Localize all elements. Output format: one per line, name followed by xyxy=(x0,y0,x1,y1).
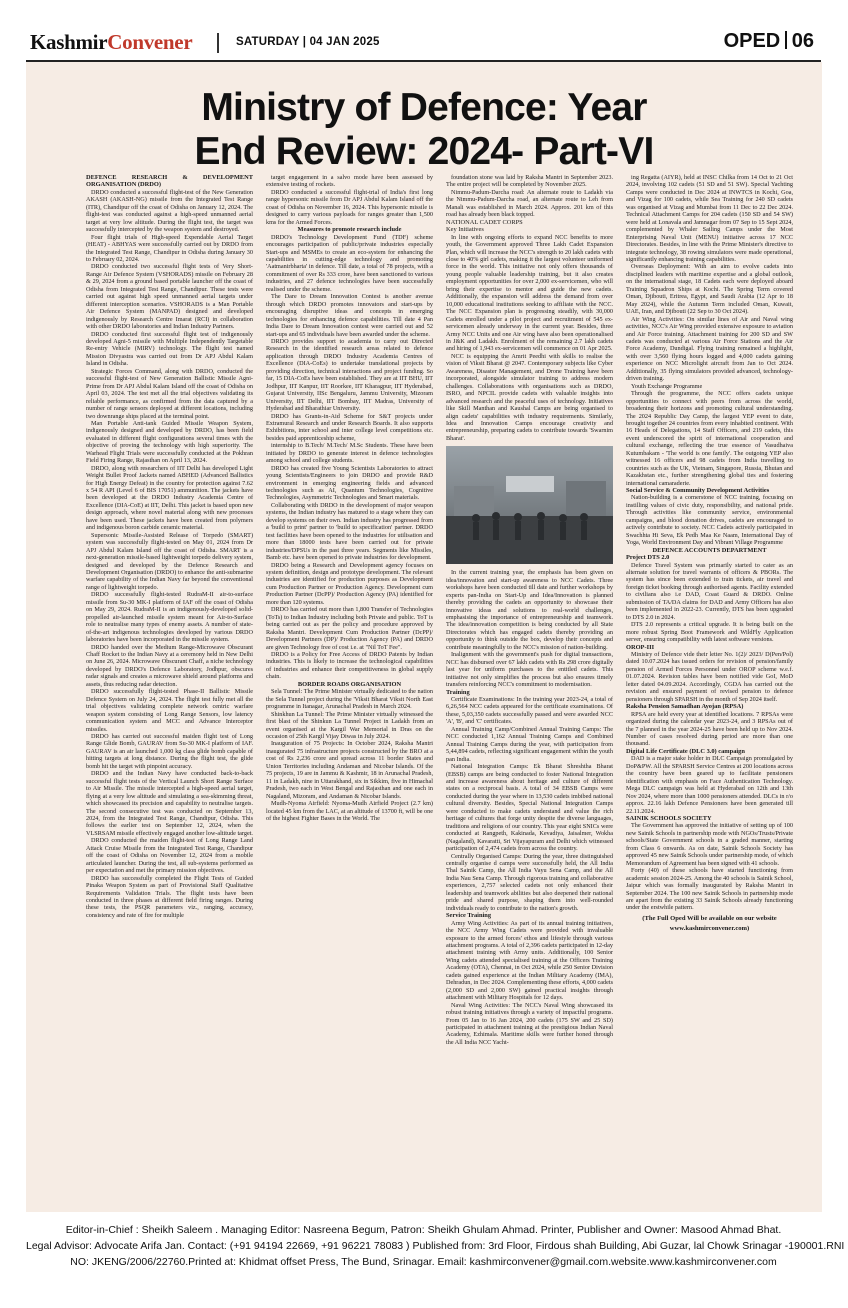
paragraph: Naval Wing Activities: The NCC's Naval Wing showcased its robust training initiatives through a variety of impactful programs. From 05 Jan to 16 Jan 2024, 200 cadets (175 SW and 25 SD) participated in attachment training at the prestigious Indian Naval Academy, Ezhimala. Maritime skills were further honed through the All India NCC Yacht- xyxy=(446,1001,613,1046)
paragraph: DTS 2.0 represents a critical upgrade. It is being built on the more robust Spring Boot Framework and WildFly Application server, ensuring compatibility with latest software versions. xyxy=(626,621,793,644)
paragraph-group xyxy=(446,234,613,443)
paragraph-group xyxy=(626,711,793,748)
section-divider xyxy=(785,31,787,49)
paragraph-group xyxy=(446,174,613,219)
paragraph: DRDO provides support to academia to carry out Directed Research in the identified research areas related to defence application through DRDO Industry Academia Centres of Excellence (DIA-CoEs) to undertake translational projects by providing direction, technical interactions and project funding. So far, 15 DIA-CoEs have been established. They are at IIT BHU, IIT Jodhpur, IIT Kanpur, IIT Roorkee, IIT Kharagpur, IIT Hyderabad, Gujarat University, IISc Bengaluru, Jammu University, Mizoram University, IIT Delhi, IIT Bombay, IIT Madras, University of Hyderabad and Bharathiar University. xyxy=(266,337,433,413)
paragraph: Overseas Deployment: With an aim to evolve cadets into disciplined leaders with maritime expertise and a global outlook, on the international stage, 18 Cadets each were deployed aboard Training Squadron Ships at Kochi. The Spring Term covered Oman, Djibouti, Eritrea, Egypt, and Saudi Arabia (12 Apr to 18 May 2024), while the Autumn Term included Oman, Kuwait, UAE, Iran, and Djibouti (22 Sep to 30 Oct 2024). xyxy=(626,263,793,316)
article xyxy=(26,62,822,1212)
section-heading: DEFENCE RESEARCH & DEVELOPMENT ORGANISATION (DRDO) xyxy=(86,174,253,189)
headline-line1: Ministry of Defence: Year xyxy=(201,86,647,129)
section-heading: SAINIK SCHOOLS SOCIETY xyxy=(626,814,712,822)
imprint-line1: Editor-in-Chief : Sheikh Saleem . Managing Editor: Nasreena Begum, Patron: Sheikh Ghulam Ahmad. Printer, Publisher and Owner: Masood Ahmad Bhat. xyxy=(65,1224,782,1236)
paragraph-group xyxy=(626,562,793,644)
subheading: OROP-III xyxy=(626,643,655,651)
section-heading: Measures to promote research include xyxy=(297,226,402,234)
paragraph: Mudh-Nyoma Airfield: Nyoma-Mudh Airfield Project (2.7 km) located 45 km from the LAC, at an altitude of 13700 ft, will be one of the highest Fighter Bases in the World. The xyxy=(266,800,433,822)
paragraph: Certificate Examinations: In the training year 2023-24, a total of 6,26,564 NCC cadets appeared for the certificate examinations. Of these, 5,03,350 cadets successfully passed and were awarded NCC 'A', 'B', and 'C' certificates. xyxy=(446,696,613,726)
paragraph: DRDO and the Indian Navy have conducted back-to-back successful flight tests of the Vertical Launch Short Range Surface to Air Missile. The missile intercepted a high-speed aerial target, flying at a very low altitude and simulating a sea-skimming threat, which showcased its precision and capability to neutralise targets. The second consecutive test was conducted on September 13, 2024, from the Integrated Test Range, Chandipur, Odisha. This follows the earlier test on September 12, 2024, when the VLSRSAM missile effectively engaged another low-altitude target. xyxy=(86,770,253,837)
brand-part2: Convener xyxy=(107,30,193,54)
paragraph: DRDO successfully flight-tested Phase-II Ballistic Missile Defence System on July 24, 2024. The flight test fully met all the trial objectives validating complete network centric warfare weapon system consisting of Long Range Sensors, low latency communication system and MCC and Advance Interceptor missiles. xyxy=(86,688,253,733)
paragraph: The Government has approved the initiative of setting up of 100 new Sainik Schools in partnership mode with NGOs/Trusts/Private schools/State Government schools in a graded manner, starting from Class 6 onwards. As on date, Sainik Schools Society has approved 45 new Sainik Schools under partnership mode, of which Memorandum of Agreement has been signed with 41 schools. xyxy=(626,822,793,867)
section-label xyxy=(724,30,814,53)
paragraph-group xyxy=(446,696,613,912)
paragraph-group xyxy=(626,755,793,815)
paragraph: In the current training year, the emphasis has been given on idea/innovation and start-up awareness to NCC Cadets. Three workshops have been conducted till date and further workshops by experts pan-India on Start-Up and Idea/Innovation is planned thereby providing the cadets an opportunity to showcase their innovative ideas and solutions to real-world challenges, emphasising the importance of entrepreneurship and teamwork. The idea/innovation competition is being conducted by all State Directorates which has engaged cadets thereby providing an opportunity to think outside the box, develop their concepts and contribute meaningfully to the NCC's mission of nation-building. xyxy=(446,569,613,651)
column-3 xyxy=(446,174,613,1204)
paragraph: Defence Travel System was primarily started to cater as an alternate solution for travel warrants of officers & PBORs. The system has since been extended to train tickets, air travel and foreign ticket booking through authorised agents. Facility extended to civilians also i.e DAD, Coast Guard & DRDO. Online submission of TA/DA claims for DAD and Army Officers has also been implemented in 2022-23. Currently, DTS has been upgraded to DTS 2.0 in 2024. xyxy=(626,561,793,621)
paragraph: foundation stone was laid by Raksha Mantri in September 2023. The entire project will be completed by November 2025. xyxy=(446,174,613,189)
paragraph-group xyxy=(626,822,793,911)
paragraph: Ministry of Defence vide their letter No. 1(2)/ 2023/ D(Pen/Pol) dated 10.07.2024 has issued orders for revision of pension/family pension of Armed Forces Personnel under OROP scheme w.e.f. 01.07.2024. Revision tables have been notified vide GoI, MoD letter dated 04.09.2024. Accordingly, CGDA has carried out the revision and ensured payment of revised pension to defence pensioners through SPARSH in the month of Sep 2024 itself. xyxy=(626,651,793,703)
paragraph: DRDO has successfully completed the Flight Tests of Guided Pinaka Weapon System as part of Provisional Staff Qualitative Requirements Validation Trials. The flight tests have been conducted in three phases at different field firing ranges. During these tests, the PSQR parameters viz., ranging, accuracy, consistency and rate of fire for multiple xyxy=(86,874,253,919)
paragraph: DRDO conducted a successful flight-test of the New Generation AKASH (AKASH-NG) missile from the Integrated Test Range (ITR), Chandipur off the coast of Odisha on January 12, 2024. The flight-test was conducted against a high-speed unmanned aerial target at very low altitude. During the flight test, the target was successfully intercepted by the weapon system and destroyed. xyxy=(86,188,253,234)
subheading: Project DTS 2.0 xyxy=(626,554,670,562)
masthead-divider xyxy=(217,33,219,53)
paragraph: DAD is a major stake holder in DLC Campaign promulgated by DoP&PW. All the SPARSH Service Centres at 200 locations across the country have been geared up to facilitate pensioners identification with emphasis on Face Authentication Technology. Mega DLC campaign was held at Hyderabad on 12th and 13th Nov 2024, where more than 1000 pensioners attended. DLCs in r/o approx. 22.16 lakh Defence Pensioners have been generated till 22.11.2024. xyxy=(626,755,793,815)
section-heading: Social Service & Community Development Activities xyxy=(626,487,770,495)
headline-line2: End Review: 2024- Part-VI xyxy=(194,130,654,173)
subheading: Digital Life Certificate (DLC 3.0) campaign xyxy=(626,747,745,755)
paragraph: DRDO has carried out successful maiden flight test of Long Range Glide Bomb, GAURAV from Su-30 MK-I platform of IAF. GAURAV is an air launched 1,000 kg class glide bomb capable of hitting targets at long distance. During the flight test, the glide bomb hit the target with pinpoint accuracy. xyxy=(86,732,253,770)
section-name: OPED xyxy=(723,30,781,52)
masthead xyxy=(0,0,848,62)
imprint-line3: NO: JKENG/2006/22760.Printed at: Khidmat offset Press, The Bund, Srinagar. Email: kashmirconvener@gmail.com.website.www.kashmirconvener.com xyxy=(70,1256,777,1268)
paragraph: Man Portable Anti-tank Guided Missile Weapon System, indigenously designed and developed by DRDO, has been field evaluated in different flight configurations several times with the objective of proving the technology with high superiority. The Warhead Flight Trials were successfully conducted at the Pokhran Field Firing Range, Rajasthan on April 13, 2024. xyxy=(86,419,253,465)
paragraph: Centrally Organised Camps: During the year, three distinguished centrally organise d camps were successfully held, the All India Thal Sainik Camp, the All India Vayu Sena Camp, and the All India Nau Sena Camp. Through rigorous training and collaborative experiences, 2,757 selected cadets not only enhanced their leadership and teamwork abilities but also deepened their national pride and shared purpose, shaping them into well-rounded individuals ready to contribute to the nation's growth. xyxy=(446,852,613,912)
column-4 xyxy=(626,174,793,1204)
paragraph: DRDO, along with researchers of IIT Delhi has developed Light Weight Bullet Proof Jackets named ABHED (Advanced Ballistics for High Energy Defeat) in the country for protection against 7.62 x 54 R API (Level 6 of BIS 17051) ammunition. The jackets have been developed at the DRDO Industry Academia Centre of Excellence (DIA-CoE) at IIT, Delhi. This jacket is based upon new design approach, where novel material along with new processes have been used. These jackets have been created from polymers and indigenous boron carbide ceramic material. xyxy=(86,464,253,532)
paragraph-group xyxy=(626,174,793,487)
paragraph-group xyxy=(266,234,433,443)
article-photo xyxy=(446,446,613,564)
paragraph: Strategic Forces Command, along with DRDO, conducted the successful flight-test of New Generation Ballistic Missile Agni-Prime from Dr APJ Abdul Kalam Island off the coast of Odisha on April 03, 2024. The test met all the trial objectives validating its reliable performance, as confirmed from the data captured by a number of range sensors deployed at different locations, including two downrange ships placed at the terminal point. xyxy=(86,367,253,420)
section-heading: Training xyxy=(446,688,470,696)
paragraph-group xyxy=(626,651,793,703)
paragraph: DRDO conducted first successful flight test of indigenously developed Agni-5 missile with Multiple Independently Targetable Re-entry Vehicle (MIRV) technology. The flight test named Mission Divyastra was carried out from Dr APJ Abdul Kalam Island in Odisha. xyxy=(86,330,253,368)
brand-logo xyxy=(30,30,192,55)
paragraph-group xyxy=(266,174,433,226)
section-heading: Service Training xyxy=(446,912,492,920)
subheading: Key Initiatives xyxy=(446,226,484,234)
paragraph: Collaborating with DRDO in the development of major weapon systems, the Indian industry has matured to a stage where they can develop systems on their own. Indian industry has progressed from a 'build to print' partner to 'build to specification' partner. DRDO test facilities have been opened to the industries for utilisation and more than 18000 tests have been carried out for private industries/DPSUs in the past three years. Segments like Missiles, Bamb etc. have been opened to private industries for development. xyxy=(266,501,433,562)
paragraph: Inalignment with the government's push for digital transactions, NCC has disbursed over 67 lakh cadets with Rs 298 crore digitally last year for uniform purchases to the entitled cadets. This initiative not only simplifies the process but also ensures timely transfers reinforcing NCC's commitment to modernisation. xyxy=(446,651,613,689)
paragraph: NCC is equipping the Amrit Peedhi with skills to realise the vision of Viksit Bharat @ 2047. Contemporary subjects like Cyber Awareness, Disaster Management, and Drone Training have been incorporated, alongside simulator training to address modern challenges. Collaborations with organisations such as DRDO, ISRO, and NPCIL provide cadets with valuable insights into advanced research and the peaceful uses of technology. Initiatives like Skill Manthan and Kaushal Camps are being organised to align cadets' capabilities with industry requirements. Similarly, Idea and Innovation Camps encourage creativity and entrepreneurship, preparing cadets to contribute towards 'Swarnim Bharat'. xyxy=(446,352,613,442)
page-number: 06 xyxy=(791,30,814,52)
section-heading: NATIONAL CADET CORPS xyxy=(446,218,523,226)
paragraph: DRDO has Grants-in-Aid Scheme for S&T projects under Extramural Research and under Research Boards. It also supports Exhibitions, inter school and inter college level competitions etc. besides paid apprenticeship scheme, xyxy=(266,412,433,442)
paragraph: In line with ongoing efforts to expand NCC benefits to more youth, the Government approved Three Lakh Cadet Expansion Plan, which will increase the NCC's strength to 20 lakh cadets with close to 40% girl cadets, making it the largest volunteer uniformed force in the world. This initiative not only offers thousands of young people valuable leadership training, but it also creates employment opportunities for over 2,000 ex-servicemen, who will bring their expertise to mentor and guide the new cadets. Additionally, the expansion will address the demand from over 10,000 educational institutions seeking to affiliate with the NCC. The NCC Expansion plan is progressing steadily, with 30,000 Cadets enrolled under a pilot project and recruitment of 545 ex-servicemen already underway in the current year. Besides, three Army NCC Units and one Air wing have also been operationalised in J&K and Ladakh. Enrolment of the remaining 2.7 lakh cadets and hiring of 1,943 ex-servicemen will commence on 01 Apr 2025. xyxy=(446,233,613,353)
column-2 xyxy=(266,174,433,1204)
paragraph: DRDO being a Research and Development agency focuses on system definition, design and prototype development. The relevant industries are identified for production purposes as Development cum Production Partner or Production Agency. Development cum Production Partner (DcPP)/ Production Agency (PA) identified for more than 120 systems. xyxy=(266,561,433,606)
paragraph: DRDO's Technology Development Fund (TDF) scheme encourages participation of public/private industries especially Start-ups and MSMEs to create an eco-system for enhancing the capabilities in cutting-edge technology and promoting 'Aatmanirbharta' in defence. Till date, a total of 78 projects, with a commitment of over Rs 333 crore, have been sanctioned to various industries, and 27 defence technologies have been successfully realised under the scheme. xyxy=(266,233,433,293)
paragraph: Supersonic Missile-Assisted Release of Torpedo (SMART) system was successfully flight-tested on May 01, 2024 from Dr APJ Abdul Kalam Island off the coast of Odisha. SMART is a next-generation missile-based lightweight torpedo delivery system, designed and developed by the Defence Research and Development Organisation (DRDO) to enhance the anti-submarine warfare capability of the Indian Navy far beyond the conventional range of lightweight torpedo. xyxy=(86,531,253,591)
headline xyxy=(26,86,822,174)
photo-illustration xyxy=(446,446,613,564)
imprint-line2: Legal Advisor: Advocate Arifa Jan. Contact: (+91 94194 22669, +91 96221 78083 ) Published from: 3rd Floor, Firdous shah Building, Abi Guzar, lal Chowk Srinagar -190001.RNI xyxy=(26,1240,845,1252)
imprint-footer xyxy=(26,1212,845,1308)
paragraph: Inauguration of 75 Projects: In October 2024, Raksha Mantri inaugurated 75 infrastructure projects constructed by the BRO at a cost of Rs 2,236 crore and spread across 11 border States and Union Territories including Andaman and Nicobar Islands. Of the 75 projects, 19 are in Jammu & Kashmir, 18 in Arunachal Pradesh, 11 in Ladakh, nine in Uttarakhand, six in Sikkim, five in Himachal Pradesh, two each in West Bengal and Rajasthan and one each in Nagaland, Mizoram, and Andaman & Nicobar Islands. xyxy=(266,740,433,800)
paragraph: Air Wing Activities: On similar lines of Air and Naval wing activities, NCC's Air Wing provided extensive exposure to aviation and Air Force training. Attachment training for 200 SD and SW cadets was conducted at various Air Force Stations and the Air Force Academy, Dundigal. Flying training remained a highlight, with over 3,560 flying hours logged and 4,000 cadets gaining experience on NCC Microlight aircraft from Jan to Oct 2024. Additionally, 35 flying simulators provided advanced, technology-driven training. xyxy=(626,315,793,383)
paragraph: National Integration Camps: Ek Bharat Shreshtha Bharat (EBSB) camps are being conducted to foster National Integration and increase awareness about heritage and culture of different states on a reciprocal basis. A total of 34 EBSB Camps were conducted during the year where in 13,530 cadets imbibed national cultural diversity. Besides, Special National Integration Camps were conducted to make cadets understand and value the rich heritage of cultures that forge unity despite the diverse languages, traditions and religions of our country. This year eight SNICs were conducted at Rangpeth, Kakinada, Kevadiya, Jaisalmer, Wokha (Nagaland), Kavaratti, Sri Vijayapuram and Delhi which witnessed participation of 2,474 cadets from across the country. xyxy=(446,763,613,853)
paragraph: DRDO is a Policy for Free Access of DRDO Patents by Indian industries. This is likely to increase the technological capabilities of industries and enhance their competitiveness in global supply chain. xyxy=(266,651,433,681)
paragraph: The Dare to Dream Innovation Contest is another avenue through which DRDO promotes innovators and start-ups by encouraging disruptive ideas and concepts in emerging technologies for enhancing defence capabilities. Till date 4 Pan India Dare to Dream Innovation contest were carried out and 52 start-ups and 65 individuals have been awarded under the scheme. xyxy=(266,293,433,338)
paragraph: Four flight trials of High-speed Expendable Aerial Target (HEAT) - ABHYAS were successfully carried out by DRDO from the Integrated Test Range, Chandipur in Odisha during January 30 to February 02, 2024. xyxy=(86,233,253,263)
paragraph-group xyxy=(446,920,613,1047)
paragraph-group xyxy=(86,189,253,919)
paragraph: DRDO successfully flight-tested RudraM-II air-to-surface missile from Su-30 MK-I platform of IAF off the coast of Odisha on May 29, 2024. RudraM-II is an indigenously-developed solid-propelled air-launched missile system meant for Air-to-Surface role to neutralise many types of enemy assets. A number of state-of-the-art indigenous technologies developed by various DRDO laboratories have been incorporated in the missile system. xyxy=(86,591,253,644)
paragraph: Through the programme, the NCC offers cadets unique opportunities to connect with peers from across the world, broadening their horizons and promoting cultural understanding. The 2024 Republic Day Camp, the largest YEP event to date, brought together 24 countries from every inhabited continent. With 16 Heads of Delegations, 14 Staff Officers, and 219 cadets, this event underscored the spirit of international cooperation and cultural exchange, reflecting the true essence of Vasudhaiva Kutumbakam - 'The world is one family'. The outgoing YEP also witnessed 16 officers and 98 cadets from India travelling to countries such as the UK, Vietnam, Singapore, Russia, Bhutan and Kazakhstan etc., further strengthening global ties and fostering international camaraderie. xyxy=(626,390,793,487)
paragraph-group xyxy=(266,442,433,681)
section-heading: BORDER ROADS ORGANISATION xyxy=(297,680,402,688)
brand-part1: Kashmir xyxy=(30,30,108,54)
paragraph: target engagement in a salvo mode have been assessed by extensive testing of rockets. xyxy=(266,174,433,189)
paragraph: DRDO conducted the maiden flight-test of Long Range Land Attack Cruise Missile from the Integrated Test Range, Chandipur off the coast of Odisha on November 12, 2024 from a mobile articulated launcher. During the test, all sub-systems performed as per expectation and met the primary mission objectives. xyxy=(86,837,253,875)
paragraph: Shinkhun La Tunnel: The Prime Minister virtually witnessed the first blast of the Shinkun La Tunnel Project in Ladakh from an event organised at the Kargil War Memorial in Dras on the occasion of 25th Kargil Vijay Diwas in July 2024. xyxy=(266,710,433,740)
dateline: SATURDAY | 04 JAN 2025 xyxy=(236,36,380,48)
column-1 xyxy=(86,174,253,1204)
paragraph: DRDO has created five Young Scientists Laboratories to attract young Scientists/Engineers to join DRDO and provide R&D environment in emerging engineering fields and advanced technologies such as AI, Quantum Technologies, Cognitive Technologies, Asymmetric Technologies and Smart materials. xyxy=(266,464,433,502)
paragraph: ing Regatta (AIYR), held at INSC Chilka from 14 Oct to 21 Oct 2024, involving 102 cadets (51 SD and 51 SW). Special Yachting Camps were conducted in Dec 2024 at INWTCS in Kochi, Goa, and Vizag for 100 cadets, while Sea Training for 240 SD cadets was organised at Vizag and Mumbai from 11 Dec to 22 Dec 2024. Technical Attachment Camps for 204 cadets (150 SD and 54 SW) were held at Lonavala and Jamnagar from 07 Sep to 15 Sept 2024, complemented by Whaler Sailing Camps under the Most Enterprising Naval Unit (MENU) initiative across 17 NCC Directorates. Besides, in line with the Prime Minister's directive to integrate technology, 38 rowing simulators were made operational, significantly enhancing training capabilities. xyxy=(626,174,793,263)
footnote-line1: (The Full Oped Will be available on our website xyxy=(642,914,777,922)
article-body xyxy=(86,174,806,1204)
paragraph: Annual Training Camp/Combined Annual Training Camps: The NCC conducted 1,162 Annual Training Camps and Combined Annual Training Camps during the year, with participation from 5,44,894 cadets, reflecting significant engagement within the youth pan India. xyxy=(446,725,613,763)
paragraph-group xyxy=(266,688,433,822)
paragraph-group xyxy=(626,494,793,546)
paragraph: DRDO has carried out more than 1,800 Transfer of Technologies (ToTs) to Indian Industry including both Private and public. ToT is being carried out as per the policy and procedure approved by Raksha Mantri. Development Cum Production Partner (DcPP)/ Development Partners (DP)/ Production Agency (PA) and DRDO are given Technology free of cost i.e. at "Nil ToT Fee". xyxy=(266,606,433,651)
paragraph: RPSA are held every year at identified locations. 7 RPSAs were organized during the calendar year 2023-24, and 3 RPSAs out of the 7 planned in the year 2024-25 have been held up to Nov 2024. Number of cases resolved during period are more than one thousand. xyxy=(626,710,793,748)
paragraph: Nimmu-Padum-Darcha road: An alternate route to Ladakh via the Nimmu-Padum-Darcha road, an alternate route to Leh from Manali was established in March 2024. Approx. 201 km of this road has already been black topped. xyxy=(446,188,613,219)
footnote-line2: www.kashmirconvener.com) xyxy=(669,925,750,933)
subheading: Raksha Pension Samadhan Ayojan (RPSA) xyxy=(626,703,744,711)
paragraph: Sela Tunnel: The Prime Minister virtually dedicated to the nation the Sela Tunnel project during the 'Viksit Bharat Viksit North East programme in Itanagar, Arunachal Pradesh in March 2024. xyxy=(266,688,433,711)
paragraph: DRDO handed over the Medium Range-Microwave Obscurant Chaff Rocket to the Indian Navy at a ceremony held in New Delhi on June 26, 2024. Microwave Obscurant Chaff, a niche technology developed by DRDO's Defence Laboratory, Jodhpur, obscures radar signals and creates a microwave shield around platforms and assets, thus reducing radar detection. xyxy=(86,643,253,688)
paragraph-group xyxy=(446,569,613,688)
paragraph: Nation-building is a cornerstone of NCC training, focusing on instilling values of civic duty, responsibility, and national pride. Through activities like community service, environmental campaigns, and blood donation drives, cadets are encouraged to actively contribute to society. NCC Cadets actively participated in Swachhta Hi Seva, Ek Pedh Maa Ke Naam, International Day of Yoga, World Environment Day and Vibrant Village Programme xyxy=(626,494,793,547)
paragraph: internship to B.Tech/ M.Tech/ M.Sc Students. These have been initiated by DRDO to generate interest in defence technologies among school and college students. xyxy=(266,442,433,465)
paragraph: Youth Exchange Programme xyxy=(631,382,703,390)
paragraph: DRDO conducted two successful flight tests of Very Short-Range Air Defence System (VSHORADS) missile on February 28 & 29, 2024 from a ground based portable launcher off the coast of Odisha from Integrated Test Range, Chandipur. These tests were carried out against high speed unmanned aerial targets under different interception scenarios. VSHORADS is a Man Portable Air Defence System (MANPAD) designed and developed indigenously by Research Centre Imarat (RCI) in collaboration with other DRDO laboratories and Indian Industry Partners. xyxy=(86,263,253,331)
paragraph: Forty (40) of these schools have started functioning from academic session 2024-25. Among the 40 schools is Sainik School, Jaipur which was formally inaugurated by Raksha Mantri in September 2024. The 100 new Sainik Schools in partnership mode are apart from the existing 33 Sainik Schools already functioning under the erstwhile pattern. xyxy=(626,867,793,912)
section-heading: DEFENCE ACCOUNTS DEPARTMENT xyxy=(652,546,767,554)
paragraph: DRDO conducted a successful flight-trial of India's first long range hypersonic missile from Dr APJ Abdul Kalam Island off the coast of Odisha on November 16, 2024. This hypersonic missile is designed to carry various payloads for ranges greater than 1,500 kms for the Armed Forces. xyxy=(266,188,433,226)
paragraph: Army Wing Activities: As part of its annual training initiatives, the NCC Army Wing Cadets were provided with invaluable exposure to the armed forces' ethos and lifestyle through various attachment programs. A total of 2,396 cadets participated in 12-day attachment training with Army units. Additionally, 100 Senior Wing cadets attended specialised training at the Officers Training Academy (OTA), Chennai, in Oct 2024, while 250 Senior Division cadets gained experience at the Indian Military Academy (IMA), Dehradun, in Dec 2024. Complementing these efforts, 4,000 cadets (2,000 SD and 2,000 SW) gained practical insights through attachment with Military Hospitals for 12 days. xyxy=(446,919,613,1002)
